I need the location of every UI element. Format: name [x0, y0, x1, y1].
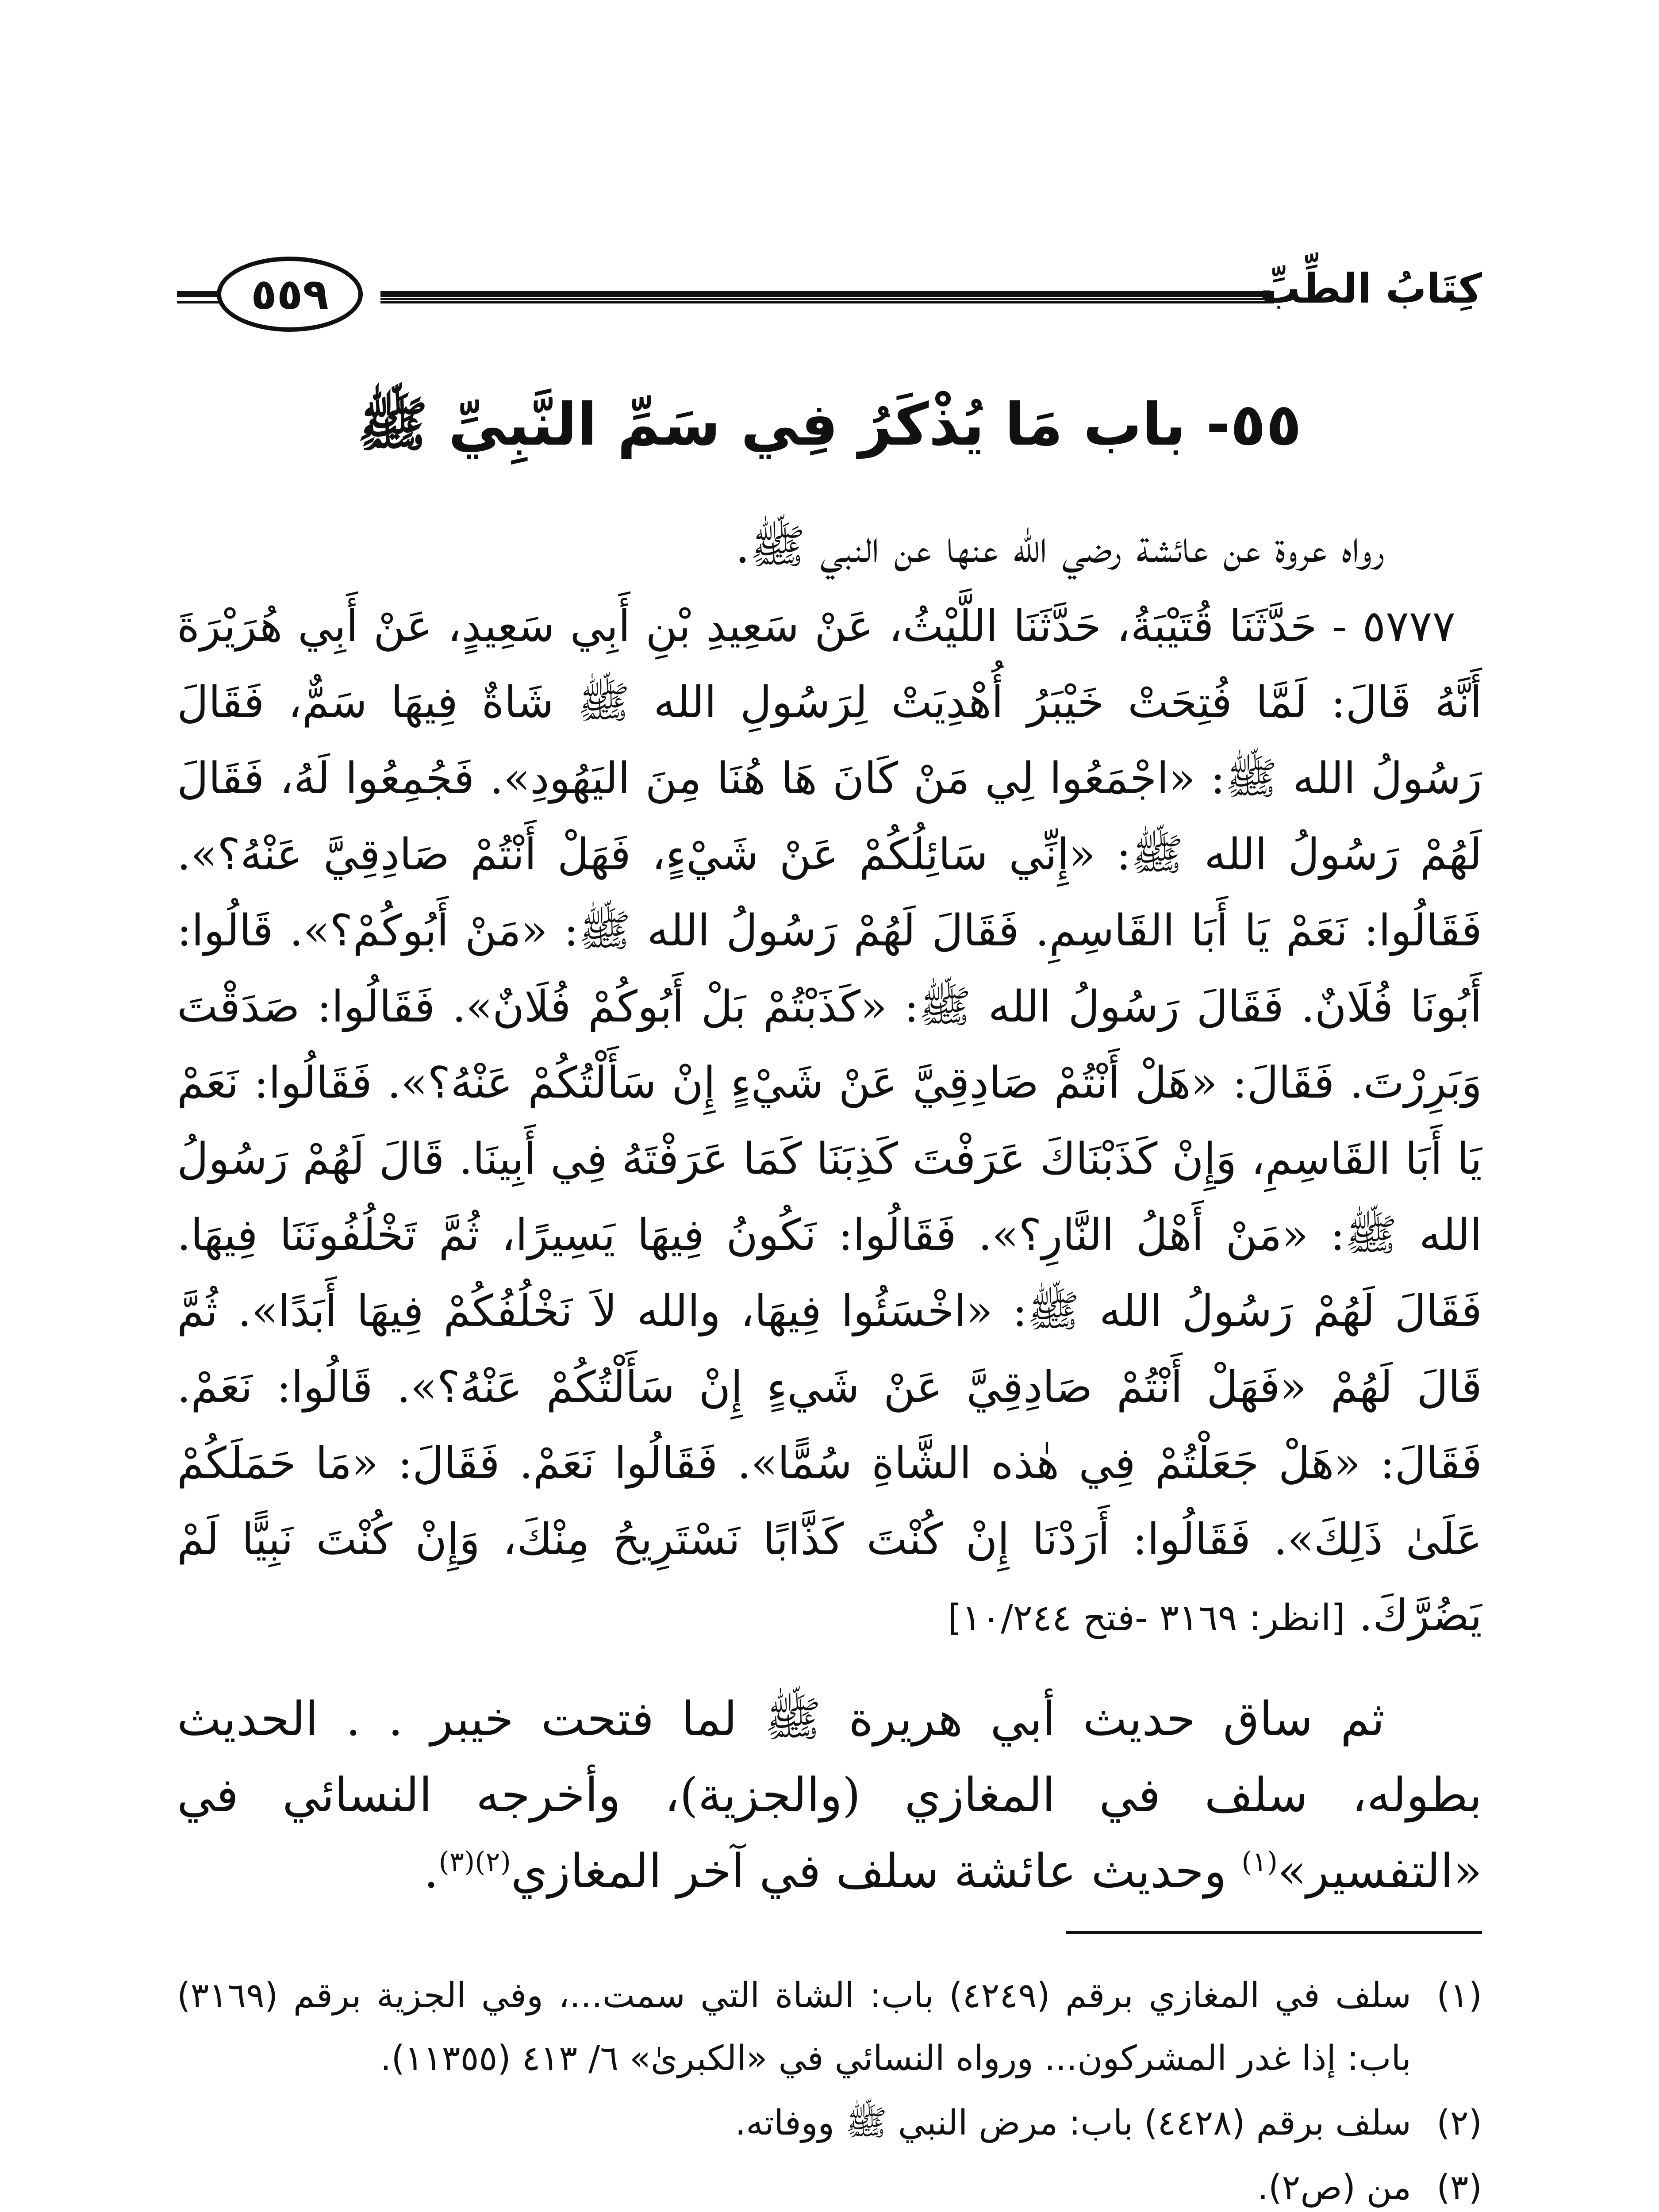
- footnotes: [177, 1964, 1482, 2212]
- hadith-paragraph: [177, 588, 1482, 1656]
- footnote-text: سلف برقم (٤٤٢٨) باب: مرض النبي ﷺ ووفاته.: [735, 2103, 1411, 2143]
- chapter-heading: ٥٥- باب مَا يُذْكَرُ فِي سَمِّ النَّبِيِّ ﷺ: [357, 391, 1302, 459]
- header-rule-right: [380, 291, 1274, 303]
- footnote-3: [177, 2156, 1482, 2212]
- footnote-separator: [1066, 1931, 1482, 1934]
- footnote-ref-1: (١): [1241, 1845, 1278, 1878]
- footnote-1: [177, 1964, 1482, 2090]
- footnote-ref-2-3: (٢)(٣): [438, 1845, 511, 1878]
- commentary-part-2: وحديث عائشة سلف في آخر المغازي: [511, 1844, 1242, 1898]
- footnote-2: [177, 2092, 1482, 2154]
- footnote-text: سلف في المغازي برقم (٤٢٤٩) باب: الشاة التي سمت...، وفي الجزية برقم (٣١٦٩) باب: إذا غدر المشركون... ورواه النسائي في «الكبرىٰ» ٦/ ٤١٣ (١١٣٥٥).: [177, 1976, 1411, 2078]
- footnote-mark: (٣): [1436, 2168, 1482, 2208]
- footnote-mark: (٢): [1436, 2103, 1482, 2143]
- cross-reference: [انظر: ٣١٦٩ -فتح ١٠/٢٤٤]: [948, 1597, 1345, 1639]
- running-title: كِتَابُ الطِّبِّ: [1259, 265, 1482, 312]
- page-number: ٥٥٩: [251, 269, 329, 319]
- commentary-part-3: .: [423, 1844, 439, 1898]
- commentary-paragraph: [177, 1681, 1482, 1909]
- header-rule-left: [177, 291, 219, 303]
- page-number-badge: [217, 257, 363, 332]
- intro-paragraph: رواه عروة عن عائشة رضي الله عنها عن النبي ﷺ.: [735, 519, 1385, 573]
- footnote-text: من (ص٢).: [1257, 2168, 1411, 2208]
- commentary-part-1: ثم ساق حديث أبي هريرة ﷺ لما فتحت خيبر . . الحديث بطوله، سلف في المغازي (والجزية)، وأخرجه النسائي في «التفسير»: [177, 1692, 1482, 1898]
- hadith-text: ٥٧٧٧ - حَدَّثَنَا قُتَيْبَةُ، حَدَّثَنَا اللَّيْثُ، عَنْ سَعِيدِ بْنِ أَبِي سَعِيدٍ، عَنْ أَبِي هُرَيْرَةَ أَنَّهُ قَالَ: لَمَّا فُتِحَتْ خَيْبَرُ أُهْدِيَتْ لِرَسُولِ الله ﷺ شَاةٌ فِيهَا سَمٌّ، فَقَالَ رَسُولُ الله ﷺ: «اجْمَعُوا لِي مَنْ كَانَ هَا هُنَا مِنَ اليَهُودِ». فَجُمِعُوا لَهُ، فَقَالَ لَهُمْ رَسُولُ الله ﷺ: «إِنِّي سَائِلُكُمْ عَنْ شَيْءٍ، فَهَلْ أَنْتُمْ صَادِقِيَّ عَنْهُ؟». فَقَالُوا: نَعَمْ يَا أَبَا القَاسِمِ. فَقَالَ لَهُمْ رَسُولُ الله ﷺ: «مَنْ أَبُوكُمْ؟». قَالُوا: أَبُونَا فُلَانٌ. فَقَالَ رَسُولُ الله ﷺ: «كَذَبْتُمْ بَلْ أَبُوكُمْ فُلَانٌ». فَقَالُوا: صَدَقْتَ وَبَرِرْتَ. فَقَالَ: «هَلْ أَنْتُمْ صَادِقِيَّ عَنْ شَيْءٍ إِنْ سَأَلْتُكُمْ عَنْهُ؟». فَقَالُوا: نَعَمْ يَا أَبَا القَاسِمِ، وَإِنْ كَذَبْنَاكَ عَرَفْتَ كَذِبَنَا كَمَا عَرَفْتَهُ فِي أَبِينَا. قَالَ لَهُمْ رَسُولُ الله ﷺ: «مَنْ أَهْلُ النَّارِ؟». فَقَالُوا: نَكُونُ فِيهَا يَسِيرًا، ثُمَّ تَخْلُفُونَنَا فِيهَا. فَقَالَ لَهُمْ رَسُولُ الله ﷺ: «اخْسَئُوا فِيهَا، والله لاَ نَخْلُفُكُمْ فِيهَا أَبَدًا». ثُمَّ قَالَ لَهُمْ «فَهَلْ أَنْتُمْ صَادِقِيَّ عَنْ شَيءٍ إِنْ سَأَلْتُكُمْ عَنْهُ؟». قَالُوا: نَعَمْ. فَقَالَ: «هَلْ جَعَلْتُمْ فِي هٰذه الشَّاةِ سُمًّا». فَقَالُوا نَعَمْ. فَقَالَ: «مَا حَمَلَكُمْ عَلَىٰ ذَلِكَ». فَقَالُوا: أَرَدْنَا إِنْ كُنْتَ كَذَّابًا نَسْتَرِيحُ مِنْكَ، وَإِنْ كُنْتَ نَبِيًّا لَمْ يَضُرَّكَ.: [177, 601, 1482, 1641]
- footnote-mark: (١): [1436, 1976, 1482, 2016]
- page-header: [177, 248, 1482, 336]
